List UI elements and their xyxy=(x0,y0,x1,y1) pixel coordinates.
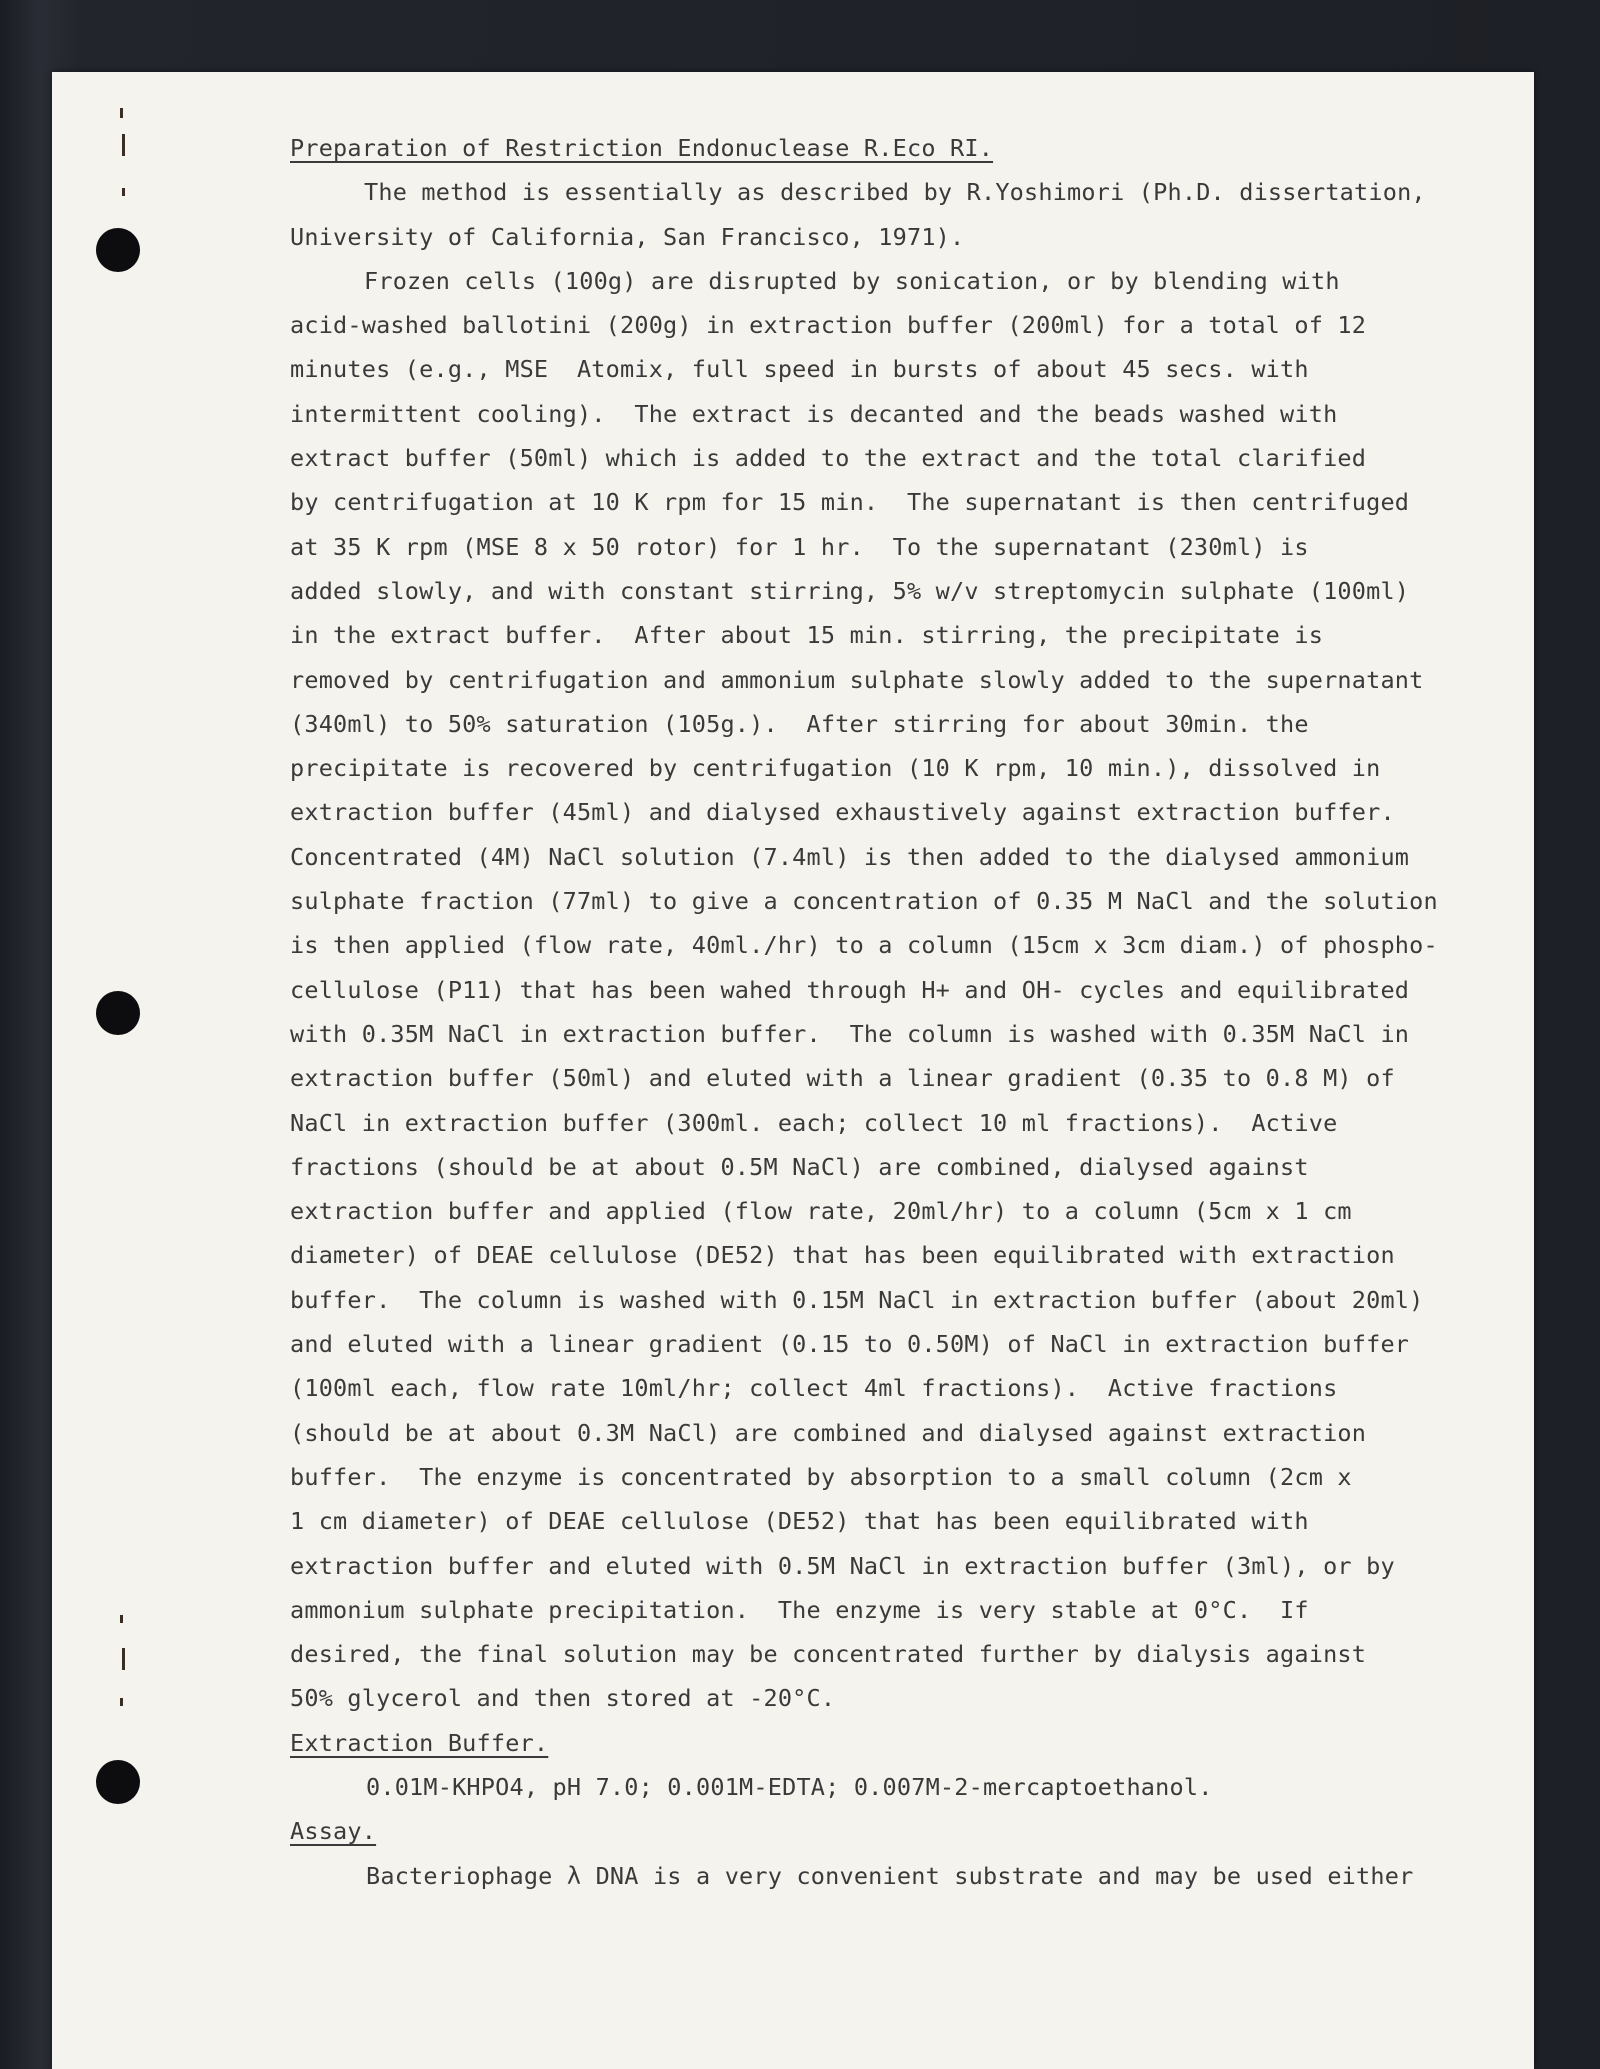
document-page xyxy=(52,72,1534,2069)
text-line: buffer. The column is washed with 0.15M NaCl in extraction buffer (about 20ml) xyxy=(290,1285,1424,1314)
extraction-buffer-heading: Extraction Buffer. xyxy=(290,1728,549,1757)
text-line: (100ml each, flow rate 10ml/hr; collect 4ml fractions). Active fractions xyxy=(290,1374,1338,1403)
punch-hole-bottom xyxy=(96,1760,140,1804)
text-line: desired, the final solution may be concentrated further by dialysis against xyxy=(290,1640,1367,1669)
text-line: by centrifugation at 10 K rpm for 15 min. The supernatant is then centrifuged xyxy=(290,488,1410,517)
text-line: cellulose (P11) that has been wahed through H+ and OH- cycles and equilibrated xyxy=(290,975,1410,1004)
text-line: 1 cm diameter) of DEAE cellulose (DE52) that has been equilibrated with xyxy=(290,1507,1309,1536)
text-line: intermittent cooling). The extract is decanted and the beads washed with xyxy=(290,399,1338,428)
text-line: (340ml) to 50% saturation (105g.). After stirring for about 30min. the xyxy=(290,709,1309,738)
text-line: extract buffer (50ml) which is added to the extract and the total clarified xyxy=(290,444,1367,473)
text-line: NaCl in extraction buffer (300ml. each; collect 10 ml fractions). Active xyxy=(290,1108,1338,1137)
assay-heading: Assay. xyxy=(290,1817,377,1846)
margin-mark xyxy=(120,1698,123,1706)
text-line: in the extract buffer. After about 15 min. stirring, the precipitate is xyxy=(290,621,1324,650)
text-line: diameter) of DEAE cellulose (DE52) that has been equilibrated with extraction xyxy=(290,1241,1395,1270)
text-line: buffer. The enzyme is concentrated by absorption to a small column (2cm x xyxy=(290,1462,1352,1491)
document-text xyxy=(290,126,1520,1898)
text-line: The method is essentially as described by R.Yoshimori (Ph.D. dissertation, xyxy=(364,178,1426,207)
text-line: Concentrated (4M) NaCl solution (7.4ml) is then added to the dialysed ammonium xyxy=(290,842,1410,871)
punch-hole-middle xyxy=(96,991,140,1035)
assay-line: Bacteriophage λ DNA is a very convenient substrate and may be used either xyxy=(366,1861,1414,1890)
text-line: extraction buffer (45ml) and dialysed exhaustively against extraction buffer. xyxy=(290,798,1395,827)
text-line: is then applied (flow rate, 40ml./hr) to a column (15cm x 3cm diam.) of phospho- xyxy=(290,931,1438,960)
margin-mark xyxy=(122,134,125,156)
extraction-buffer-line: 0.01M-KHPO4, pH 7.0; 0.001M-EDTA; 0.007M-2-mercaptoethanol. xyxy=(366,1772,1213,1801)
margin-mark xyxy=(120,108,123,118)
text-line: fractions (should be at about 0.5M NaCl) are combined, dialysed against xyxy=(290,1152,1309,1181)
text-line: acid-washed ballotini (200g) in extraction buffer (200ml) for a total of 12 xyxy=(290,311,1367,340)
text-line: Frozen cells (100g) are disrupted by sonication, or by blending with xyxy=(364,266,1340,295)
text-line: (should be at about 0.3M NaCl) are combined and dialysed against extraction xyxy=(290,1418,1367,1447)
text-line: extraction buffer and applied (flow rate, 20ml/hr) to a column (5cm x 1 cm xyxy=(290,1197,1352,1226)
text-line: minutes (e.g., MSE Atomix, full speed in bursts of about 45 secs. with xyxy=(290,355,1309,384)
text-line: 50% glycerol and then stored at -20°C. xyxy=(290,1684,836,1713)
text-line: extraction buffer (50ml) and eluted with a linear gradient (0.35 to 0.8 M) of xyxy=(290,1064,1395,1093)
text-line: at 35 K rpm (MSE 8 x 50 rotor) for 1 hr. To the supernatant (230ml) is xyxy=(290,532,1309,561)
text-line: extraction buffer and eluted with 0.5M NaCl in extraction buffer (3ml), or by xyxy=(290,1551,1395,1580)
text-line: University of California, San Francisco, 1971). xyxy=(290,222,965,251)
text-line: and eluted with a linear gradient (0.15 to 0.50M) of NaCl in extraction buffer xyxy=(290,1330,1410,1359)
margin-mark xyxy=(122,1648,125,1670)
text-line: precipitate is recovered by centrifugation (10 K rpm, 10 min.), dissolved in xyxy=(290,754,1381,783)
punch-hole-top xyxy=(96,228,140,272)
text-line: removed by centrifugation and ammonium sulphate slowly added to the supernatant xyxy=(290,665,1424,694)
margin-mark xyxy=(120,1615,123,1623)
text-line: ammonium sulphate precipitation. The enzyme is very stable at 0°C. If xyxy=(290,1595,1309,1624)
text-line: added slowly, and with constant stirring, 5% w/v streptomycin sulphate (100ml) xyxy=(290,576,1410,605)
text-line: sulphate fraction (77ml) to give a concentration of 0.35 M NaCl and the solution xyxy=(290,887,1438,916)
document-title: Preparation of Restriction Endonuclease R.Eco RI. xyxy=(290,134,994,162)
text-line: with 0.35M NaCl in extraction buffer. The column is washed with 0.35M NaCl in xyxy=(290,1019,1410,1048)
margin-mark xyxy=(122,188,125,196)
